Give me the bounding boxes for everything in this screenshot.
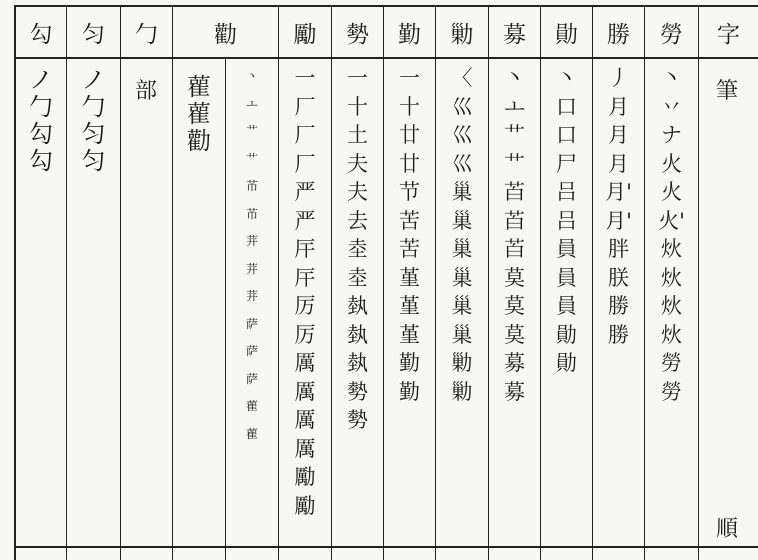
header-qin: 勤 [398,21,421,48]
stroke-step: 埶 [347,294,368,318]
stroke-step: ノ [81,66,106,94]
stroke-step: 艹 [504,123,525,147]
stroke-step: 胖 [608,237,629,261]
stroke-column-quan-tail [173,75,225,156]
stroke-step: 萨 [245,344,258,358]
header-bao: 勹 [135,21,158,48]
stroke-step: 勞 [661,379,682,404]
stroke-step: 茾 [245,289,258,303]
stroke-step: 丶 [556,66,577,90]
stroke-step: 炏 [661,322,682,347]
stroke-step: 雚 [245,399,258,413]
stroke-step: 月 [608,94,629,119]
stroke-step: 丷 [661,94,682,119]
stroke-step: 勦 [451,379,473,404]
stroke-step: 厲 [294,351,316,375]
stroke-step: 巢 [451,294,473,318]
stroke-step: 埶 [347,322,368,347]
stroke-step: 雚 [187,100,211,128]
stroke-step: 炏 [661,294,682,318]
stroke-step: 芇 [245,206,258,221]
stroke-step: 艹 [504,151,525,176]
radical-note: 部 [135,79,158,104]
stroke-step: 严 [294,208,316,233]
stroke-step: 口 [556,94,577,119]
stroke-step: 巛 [451,151,473,176]
stroke-column-lao [645,68,698,410]
header-quan: 勸 [214,21,237,48]
stroke-step: 巛 [451,94,473,119]
stroke-step: 苩 [504,208,525,233]
header-shi: 勢 [346,21,369,48]
stroke-column-quan [226,70,278,455]
label-top: 筆 [716,79,739,104]
stroke-step: 巢 [451,322,473,347]
stroke-step: 勞 [661,351,682,375]
stroke-step: 萨 [245,316,258,331]
stroke-step: 勛 [556,322,577,347]
stroke-step: 勸 [187,127,211,155]
stroke-step: ノ [29,66,53,94]
stroke-step: ㅗ [246,96,258,111]
stroke-step: 堇 [399,294,420,318]
stroke-step: 艹 [245,151,258,166]
stroke-column-yun [67,68,120,176]
stroke-step: 苦 [399,208,420,233]
stroke-column-qin [384,68,435,410]
header-li: 勵 [293,21,317,48]
stroke-step: 去 [347,208,368,233]
stroke-step: 月 [608,151,629,176]
stroke-step: 厂 [294,151,316,176]
header-lao: 勞 [660,21,683,48]
stroke-step: 吕 [556,180,577,204]
stroke-step: 十 [399,94,420,119]
stroke-column-xun [541,68,592,382]
stroke-step: 萨 [245,371,258,386]
stroke-column-sheng [593,68,644,353]
stroke-step: 勵 [294,493,316,518]
stroke-step: 勛 [556,351,577,375]
header-yun: 匀 [82,21,105,48]
stroke-step: 堇 [399,265,420,290]
bottom-divider [14,546,758,548]
header-sheng: 勝 [607,21,630,48]
stroke-column-gou [16,68,66,176]
stroke-step: 巢 [451,265,473,290]
stroke-step: ㅗ [504,94,525,119]
stroke-step: 勢 [347,379,368,404]
stroke-step: 丶 [504,66,525,90]
stroke-step: 朕 [608,265,629,290]
stroke-column-li [279,68,331,524]
stroke-step: 芇 [245,179,258,193]
stroke-step: 节 [399,180,420,204]
stroke-step: 匀 [81,147,106,175]
stroke-step: 一 [294,66,316,90]
stroke-column-shi [332,68,383,439]
stroke-step: 火 [661,151,682,176]
stroke-step: 厲 [294,408,316,432]
stroke-step: 勝 [608,294,629,318]
stroke-step: 勾 [29,147,53,175]
stroke-step: 員 [556,294,577,318]
stroke-step: 严 [294,180,316,204]
stroke-step: 勦 [451,351,473,375]
stroke-step: 茾 [245,234,258,248]
stroke-step: 巢 [451,237,473,261]
stroke-step: 勵 [294,465,316,489]
stroke-step: 厉 [294,322,316,347]
column-divider [120,5,121,560]
stroke-step: 廿 [399,123,420,147]
stroke-step: 勾 [29,120,53,148]
stroke-step: 尸 [556,151,577,176]
stroke-step: 勹 [29,93,53,121]
stroke-step: 苩 [504,237,525,261]
stroke-step: 厈 [294,265,316,290]
stroke-step: 莫 [504,265,525,290]
stroke-step: 炏 [661,237,682,261]
stroke-step: 厲 [294,436,316,461]
stroke-step: 吕 [556,208,577,233]
stroke-step: 匀 [81,120,106,148]
stroke-step: 茾 [245,261,258,276]
stroke-step: 艹 [245,124,258,138]
stroke-column-jiao [436,68,488,410]
header-jiao: 勦 [450,21,474,48]
stroke-step: 丿 [608,66,629,90]
stroke-step: 雚 [245,426,258,441]
stroke-step: 月' [605,180,632,204]
stroke-step: 埶 [347,351,368,375]
stroke-step: 勢 [347,408,368,432]
stroke-step: 廿 [399,151,420,176]
stroke-step: 口 [556,123,577,147]
stroke-step: 火 [661,180,682,204]
stroke-step: 厂 [294,94,316,119]
stroke-step: 勤 [399,379,420,404]
header-mu: 募 [503,21,526,48]
stroke-step: 月' [605,208,632,233]
stroke-step: 巢 [451,208,473,233]
stroke-column-mu [489,68,540,410]
stroke-step: 坴 [347,237,368,261]
stroke-step: 勤 [399,351,420,375]
stroke-step: 土 [347,123,368,147]
stroke-step: 勹 [81,93,106,121]
header-xun: 勛 [555,21,578,48]
header-gou: 勾 [29,21,53,48]
stroke-step: 員 [556,237,577,261]
stroke-step: 〈 [451,66,473,90]
label-bottom: 順 [716,517,739,542]
stroke-step: 募 [504,351,525,375]
stroke-step: 厈 [294,237,316,261]
stroke-step: 一 [399,66,420,90]
stroke-step: 丶 [661,66,682,90]
stroke-step: 坴 [347,265,368,290]
stroke-step: 苩 [504,180,525,204]
stroke-step: 巛 [451,123,473,147]
stroke-step: 堇 [399,322,420,347]
stroke-step: 巢 [451,180,473,204]
stroke-step: 厉 [294,294,316,318]
stroke-step: 募 [504,379,525,404]
stroke-step: 莫 [504,322,525,347]
stroke-step: 雚 [187,73,211,101]
stroke-step: 夫 [347,151,368,176]
stroke-step: 一 [347,66,368,90]
stroke-step: ナ [661,123,682,147]
stroke-step: 火' [658,208,685,233]
stroke-step: 丶 [245,69,258,83]
stroke-step: 夫 [347,180,368,204]
stroke-step: 月 [608,123,629,147]
column-divider [698,5,699,560]
stroke-step: 厂 [294,123,316,147]
stroke-step: 厲 [294,379,316,404]
stroke-step: 苦 [399,237,420,261]
stroke-step: 勝 [608,322,629,347]
stroke-step: 炏 [661,265,682,290]
stroke-step: 員 [556,265,577,290]
stroke-step: 十 [347,94,368,119]
stroke-step: 莫 [504,294,525,318]
header-label: 字 [717,21,740,48]
header-divider [14,57,758,59]
